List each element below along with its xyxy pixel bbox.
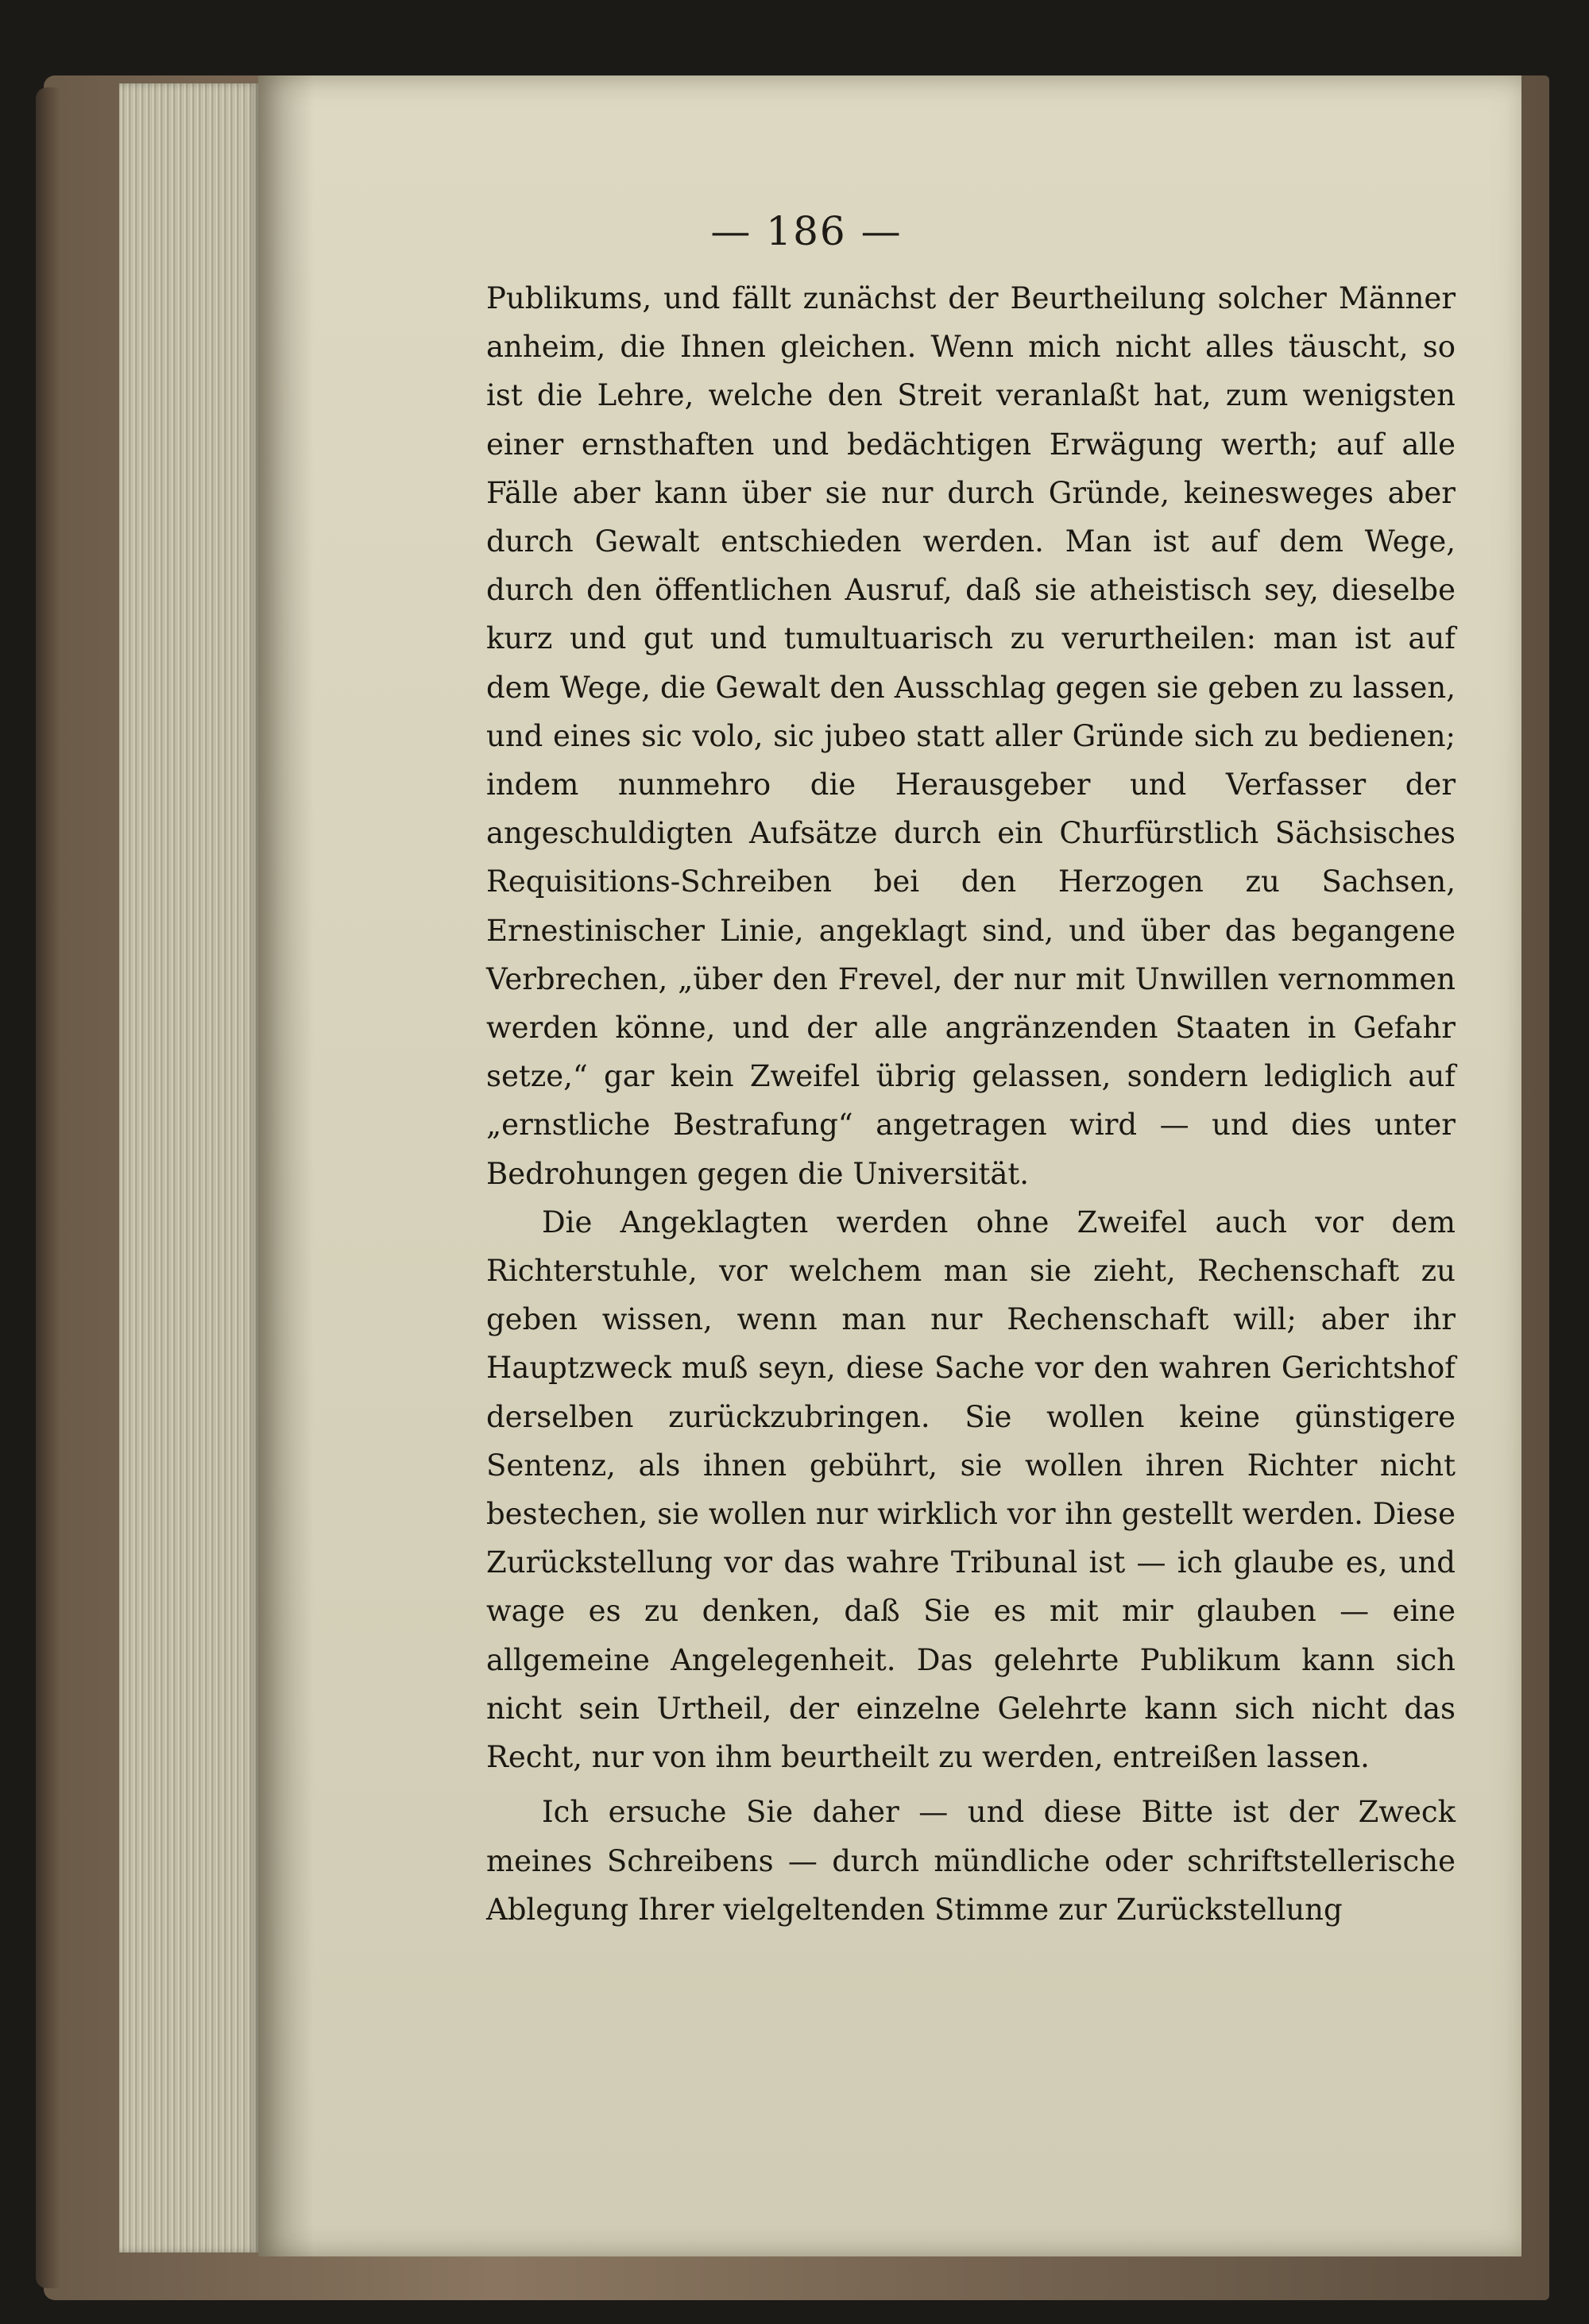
paragraph-2: Die Angeklagten werden ohne Zweifel auch vor dem Richterstuhle, vor welchem man sie zieht, Rechenschaft zu geben wissen, wenn man nur Rechenschaft will; aber ihr Hauptzweck muß seyn, diese Sache vor den wahren Gerichtshof derselben zurückzubringen. Sie wollen keine günstigere Sentenz, als ihnen gebührt, sie wollen ihren Richter nicht bestechen, sie wollen nur wirklich vor ihn gestellt werden. Diese Zurückstellung vor das wahre Tribunal ist — ich glaube es, und wage es zu denken, daß Sie es mit mir glauben — eine allgemeine Angelegenheit. Das gelehrte Publikum kann sich nicht sein Urtheil, der einzelne Gelehrte kann sich nicht das Recht, nur von ihm beurtheilt zu werden, entreißen lassen. xyxy=(486,1205,1456,1775)
paragraph-3: Ich ersuche Sie daher — und diese Bitte ist der Zweck meines Schreibens — durch mündliche oder schriftstellerische Ablegung Ihrer vielgeltenden Stimme zur Zurückstellung xyxy=(486,1795,1456,1927)
paragraph-1: Publikums, und fällt zunächst der Beurtheilung solcher Männer anheim, die Ihnen gleichen. Wenn mich nicht alles täuscht, so ist die Lehre, welche den Streit veranlaßt hat, zum wenigsten einer ernsthaften und bedächtigen Erwägung werth; auf alle Fälle aber kann über sie nur durch Gründe, keinesweges aber durch Gewalt entschieden werden. Man ist auf dem Wege, durch den öffentlichen Ausruf, daß sie atheistisch sey, dieselbe kurz und gut und tumultuarisch zu verurtheilen: man ist auf dem Wege, die Gewalt den Ausschlag gegen sie geben zu lassen, und eines sic volo, sic jubeo statt aller Gründe sich zu bedienen; indem nunmehro die Herausgeber und Verfasser der angeschuldigten Aufsätze durch ein Churfürstlich Sächsisches Requisitions-Schreiben bei den Herzogen zu Sachsen, Ernestinischer Linie, angeklagt sind, und über das begangene Verbrechen, „über den Frevel, der nur mit Unwillen vernommen werden könne, und der alle angränzenden Staaten in Gefahr setze,“ gar kein Zweifel übrig gelassen, sondern lediglich auf „ernstliche Bestrafung“ angetragen wird — und dies unter Bedrohungen gegen die Universität. xyxy=(486,281,1456,1191)
page-number: — 186 — xyxy=(710,208,903,254)
book-spine-edge xyxy=(36,87,60,2288)
page-stack-edges xyxy=(119,83,258,2252)
gutter-shadow xyxy=(258,75,314,2256)
page-text xyxy=(486,274,1456,1934)
